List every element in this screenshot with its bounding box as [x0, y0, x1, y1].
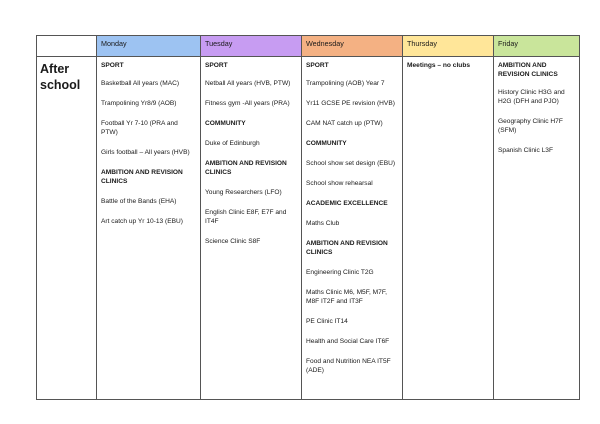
section-heading: AMBITION AND REVISION CLINICS: [498, 62, 558, 78]
row-label-line1: After: [40, 62, 70, 76]
row-label-line2: school: [40, 78, 81, 92]
club-item: Battle of the Bands (EHA): [101, 198, 177, 205]
club-item: Yr11 GCSE PE revision (HVB): [306, 100, 395, 107]
club-item: Duke of Edinburgh: [205, 140, 260, 147]
section-heading: SPORT: [205, 62, 228, 69]
day-header-friday: Friday: [494, 36, 580, 57]
section-heading: COMMUNITY: [205, 120, 246, 127]
club-item: Maths Club: [306, 220, 340, 227]
club-item: Fitness gym -All years (PRA): [205, 100, 290, 107]
club-item: Art catch up Yr 10-13 (EBU): [101, 218, 183, 225]
club-item: School show rehearsal: [306, 180, 373, 187]
club-item: Health and Social Care IT6F: [306, 338, 390, 345]
club-item: English Clinic E8F, E7F and IT4F: [205, 209, 287, 225]
club-item: Young Researchers (LFO): [205, 189, 282, 196]
club-item: Food and Nutrition NEA IT5F (ADE): [306, 358, 391, 374]
day-header-tuesday: Tuesday: [201, 36, 302, 57]
tuesday-cell: [201, 57, 302, 400]
section-heading: Meetings – no clubs: [407, 62, 471, 69]
row-label: [37, 57, 97, 400]
club-item: Geography Clinic H7F (SFM): [498, 118, 563, 134]
wednesday-cell: [302, 57, 403, 400]
section-heading: SPORT: [101, 62, 124, 69]
club-item: School show set design (EBU): [306, 160, 396, 167]
section-heading: AMBITION AND REVISION CLINICS: [306, 240, 388, 256]
club-item: Engineering Clinic T2G: [306, 269, 374, 276]
club-item: Spanish Clinic L3F: [498, 147, 553, 154]
friday-cell: [494, 57, 580, 400]
section-heading: ACADEMIC EXCELLENCE: [306, 200, 388, 207]
day-header-wednesday: Wednesday: [302, 36, 403, 57]
day-header-monday: Monday: [97, 36, 201, 57]
club-item: Girls football – All years (HVB): [101, 149, 190, 156]
thursday-cell: [403, 57, 494, 400]
day-header-thursday: Thursday: [403, 36, 494, 57]
club-item: History Clinic H3G and H2G (DFH and PJO): [498, 89, 565, 105]
after-school-row: [37, 57, 580, 400]
section-heading: COMMUNITY: [306, 140, 347, 147]
club-item: Trampolining (AOB) Year 7: [306, 80, 385, 87]
club-item: Football Yr 7-10 (PRA and PTW): [101, 120, 178, 136]
section-heading: AMBITION AND REVISION CLINICS: [101, 169, 183, 185]
section-heading: AMBITION AND REVISION CLINICS: [205, 160, 287, 176]
club-item: Netball All years (HVB, PTW): [205, 80, 291, 87]
monday-cell: [97, 57, 201, 400]
section-heading: SPORT: [306, 62, 329, 69]
header-row: [37, 36, 580, 57]
after-school-timetable: [36, 35, 580, 400]
club-item: PE Clinic IT14: [306, 318, 348, 325]
club-item: Basketball All years (MAC): [101, 80, 180, 87]
club-item: Maths Clinic M6, M5F, M7F, M8F IT2F and IT3F: [306, 289, 387, 305]
club-item: Science Clinic S8F: [205, 238, 261, 245]
header-corner-cell: [37, 36, 97, 57]
club-item: CAM NAT catch up (PTW): [306, 120, 383, 127]
club-item: Trampolining Yr8/9 (AOB): [101, 100, 177, 107]
